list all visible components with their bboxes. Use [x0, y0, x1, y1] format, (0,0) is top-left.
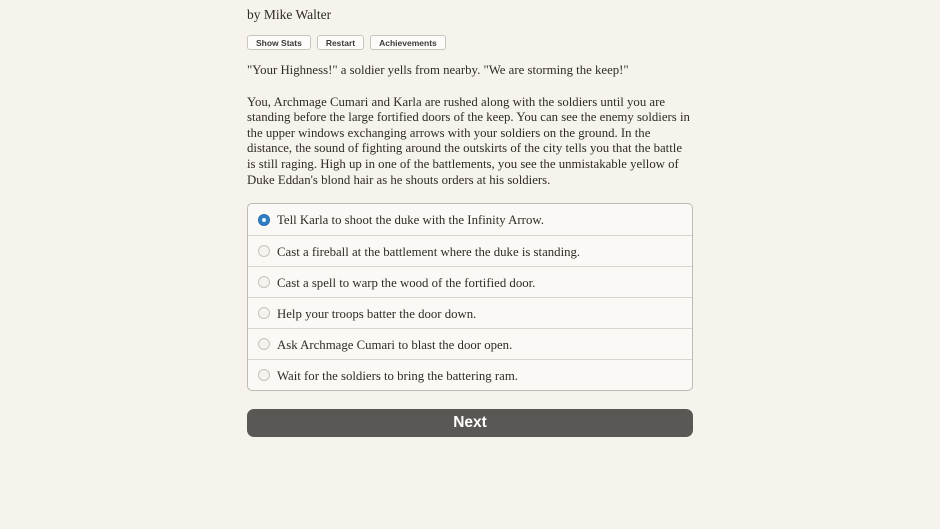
radio-button-icon[interactable] — [258, 369, 270, 381]
choice-row[interactable] — [248, 297, 692, 328]
achievements-button[interactable]: Achievements — [370, 35, 446, 50]
choice-row[interactable] — [248, 359, 692, 390]
choice-label: Tell Karla to shoot the duke with the Infinity Arrow. — [277, 213, 544, 228]
choice-list — [247, 203, 693, 391]
choice-label: Ask Archmage Cumari to blast the door open. — [277, 337, 513, 352]
story-paragraph: "Your Highness!" a soldier yells from nearby. "We are storming the keep!" — [247, 63, 629, 77]
radio-button-icon[interactable] — [258, 307, 270, 319]
choice-label: Cast a spell to warp the wood of the fortified door. — [277, 275, 536, 290]
choice-row[interactable] — [248, 328, 692, 359]
choice-label: Wait for the soldiers to bring the battering ram. — [277, 368, 518, 383]
story-text — [247, 63, 693, 188]
story-paragraph: You, Archmage Cumari and Karla are rushed along with the soldiers until you are standing before the large fortified doors of the keep. You can see the enemy soldiers in the upper windows exchanging arrows with your soldiers on the ground. In the distance, the sound of fighting around the outskirts of the city tells you that the battle is still raging. High up in one of the battlements, you see the unmistakable yellow of Duke Eddan's blond hair as he shouts orders at his soldiers. — [247, 94, 690, 187]
choice-label: Cast a fireball at the battlement where the duke is standing. — [277, 244, 581, 259]
restart-button[interactable]: Restart — [317, 35, 364, 50]
author-byline: by Mike Walter — [247, 7, 332, 22]
choice-row[interactable] — [248, 235, 692, 266]
radio-button-icon[interactable] — [258, 245, 270, 257]
radio-button-icon[interactable] — [258, 214, 270, 226]
next-button[interactable]: Next — [247, 409, 693, 437]
choice-label: Help your troops batter the door down. — [277, 306, 477, 321]
show-stats-button[interactable]: Show Stats — [247, 35, 311, 50]
radio-button-icon[interactable] — [258, 276, 270, 288]
choice-row[interactable] — [248, 204, 692, 235]
game-toolbar — [247, 35, 693, 50]
choice-row[interactable] — [248, 266, 692, 297]
story-page — [247, 0, 693, 437]
radio-button-icon[interactable] — [258, 338, 270, 350]
